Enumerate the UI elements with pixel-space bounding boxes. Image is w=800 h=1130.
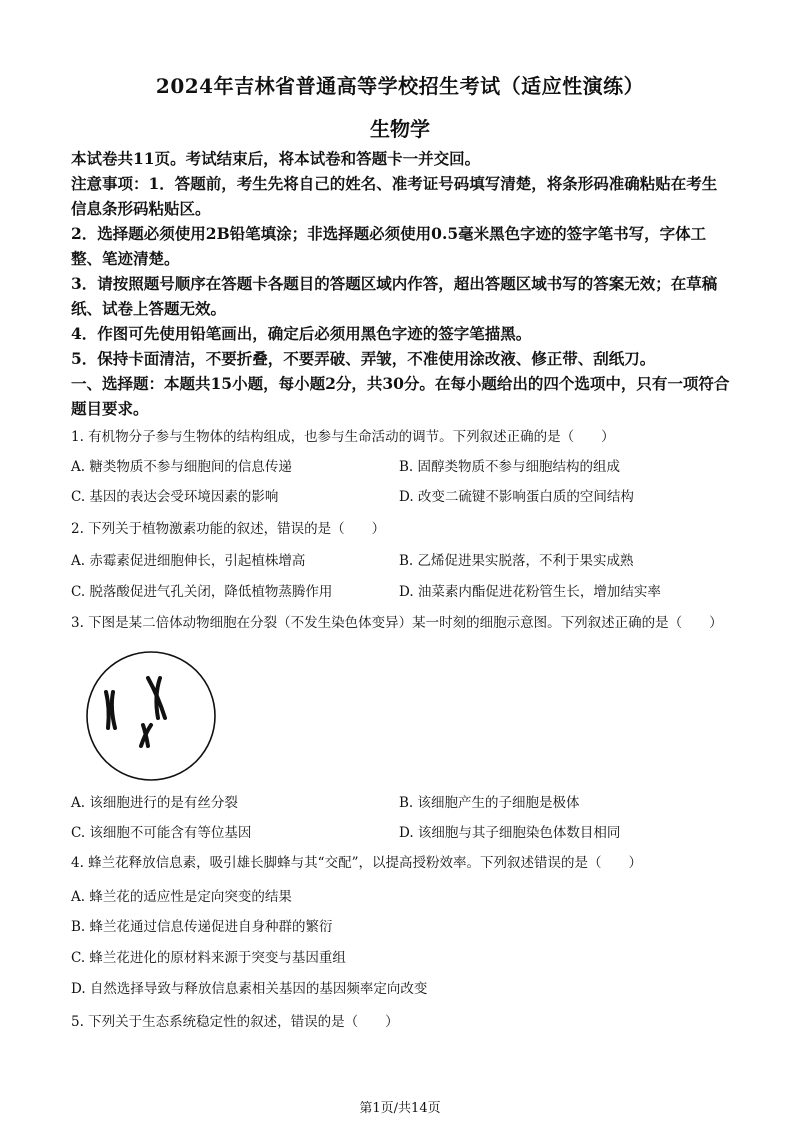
- exam-title: 2024年吉林省普通高等学校招生考试（适应性演练）: [155, 74, 645, 98]
- instruction-notice-1: 注意事项：1．答题前，考生先将自己的姓名、准考证号码填写清楚，将条形码准确粘贴在考生信息条形码粘贴区。: [71, 174, 718, 218]
- question-2-option-b[interactable]: B. 乙烯促进果实脱落，不利于果实成熟: [399, 553, 634, 569]
- question-2-stem: 2. 下列关于植物激素功能的叙述，错误的是（ ）: [71, 521, 386, 537]
- instruction-notice-5: 5．保持卡面清洁，不要折叠，不要弄破、弄皱，不准使用涂改液、修正带、刮纸刀。: [71, 349, 656, 368]
- question-1-option-b[interactable]: B. 固醇类物质不参与细胞结构的组成: [399, 459, 621, 475]
- chromosome-left: [106, 692, 115, 728]
- question-3-option-b[interactable]: B. 该细胞产生的子细胞是极体: [399, 795, 580, 811]
- question-2-option-c[interactable]: C. 脱落酸促进气孔关闭，降低植物蒸腾作用: [71, 584, 333, 600]
- question-4-option-b[interactable]: B. 蜂兰花通过信息传递促进自身种群的繁衍: [71, 919, 333, 935]
- question-1-option-d[interactable]: D. 改变二硫键不影响蛋白质的空间结构: [399, 489, 634, 505]
- question-1-stem: 1. 有机物分子参与生物体的结构组成，也参与生命活动的调节。下列叙述正确的是（ ）: [71, 429, 615, 445]
- question-2-option-a[interactable]: A. 赤霉素促进细胞伸长，引起植株增高: [71, 553, 306, 569]
- question-3-stem: 3. 下图是某二倍体动物细胞在分裂（不发生染色体变异）某一时刻的细胞示意图。下列叙述正确的是（ ）: [71, 615, 723, 631]
- chromosome-right-large: [148, 678, 165, 718]
- question-4-option-d[interactable]: D. 自然选择导致与释放信息素相关基因的基因频率定向改变: [71, 981, 428, 997]
- question-4-stem: 4. 蜂兰花释放信息素，吸引雄长脚蜂与其“交配”，以提高授粉效率。下列叙述错误的是（ ）: [71, 855, 642, 871]
- instruction-notice-4: 4．作图可先使用铅笔画出，确定后必须用黑色字迹的签字笔描黑。: [71, 324, 532, 343]
- question-3-option-a[interactable]: A. 该细胞进行的是有丝分裂: [71, 795, 238, 811]
- question-1-option-a[interactable]: A. 糖类物质不参与细胞间的信息传递: [71, 459, 292, 475]
- page-number: 第1页/共14页: [359, 1101, 441, 1116]
- question-3-option-c[interactable]: C. 该细胞不可能含有等位基因: [71, 825, 252, 841]
- instruction-pages: 本试卷共11页。考试结束后，将本试卷和答题卡一并交回。: [71, 149, 481, 168]
- subject-title: 生物学: [370, 117, 430, 141]
- question-2-option-d[interactable]: D. 油菜素内酯促进花粉管生长，增加结实率: [399, 584, 661, 600]
- question-3-option-d[interactable]: D. 该细胞与其子细胞染色体数目相同: [399, 825, 621, 841]
- cell-membrane: [87, 652, 215, 780]
- chromosome-bottom-small: [141, 725, 151, 746]
- question-4-option-a[interactable]: A. 蜂兰花的适应性是定向突变的结果: [71, 889, 292, 905]
- instruction-notice-3: 3．请按照题号顺序在答题卡各题目的答题区域内作答，超出答题区域书写的答案无效；在草稿纸、试卷上答题无效。: [71, 274, 718, 318]
- cell-division-diagram: [72, 648, 232, 783]
- instruction-notice-2: 2．选择题必须使用2B铅笔填涂；非选择题必须使用0.5毫米黑色字迹的签字笔书写，字体工整、笔迹清楚。: [71, 224, 707, 268]
- question-4-option-c[interactable]: C. 蜂兰花进化的原材料来源于突变与基因重组: [71, 950, 346, 966]
- question-5-stem: 5. 下列关于生态系统稳定性的叙述，错误的是（ ）: [71, 1014, 399, 1030]
- section-heading: 一、选择题：本题共15小题，每小题2分，共30分。在每小题给出的四个选项中，只有一项符合题目要求。: [71, 374, 730, 418]
- question-1-option-c[interactable]: C. 基因的表达会受环境因素的影响: [71, 489, 279, 505]
